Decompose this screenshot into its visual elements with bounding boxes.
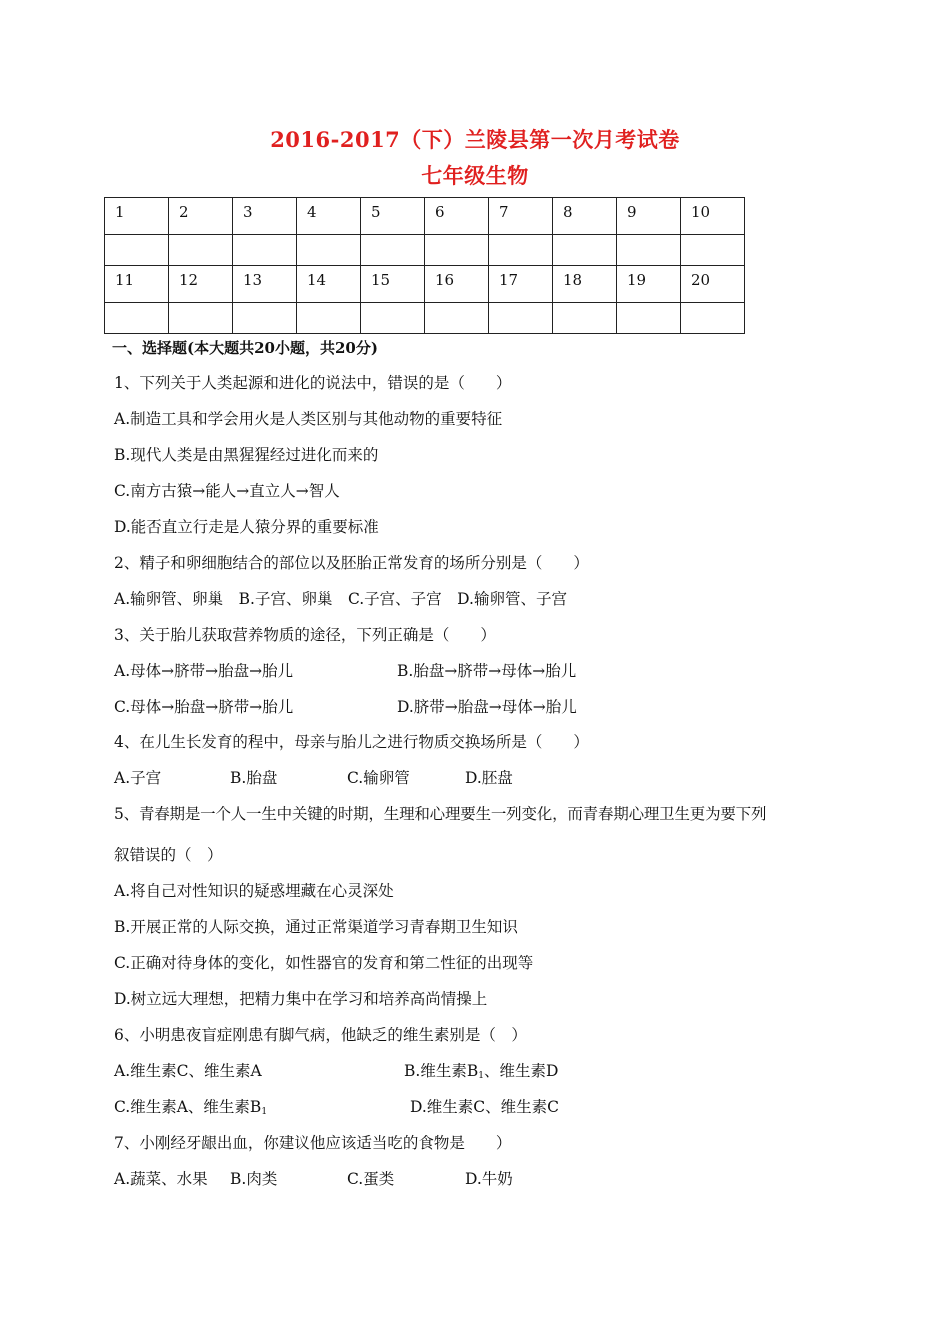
answer-cell-number: 19: [617, 266, 681, 303]
answer-cell-number: 12: [169, 266, 233, 303]
question-5-option-d: D.树立远大理想，把精力集中在学习和培养高尚情操上: [114, 990, 488, 1008]
answer-cell-blank[interactable]: [617, 235, 681, 266]
answer-cell-blank[interactable]: [297, 303, 361, 334]
answer-cell-number: 11: [105, 266, 169, 303]
question-2-stem: 2、精子和卵细胞结合的部位以及胚胎正常发育的场所分别是（ ）: [114, 554, 589, 572]
question-4-option-a: A.子宫: [114, 769, 162, 787]
question-7-stem: 7、小刚经牙龈出血，你建议他应该适当吃的食物是 ）: [114, 1134, 512, 1152]
section-heading: 一、选择题(本大题共20小题，共20分): [112, 339, 378, 357]
question-7-option-d: D.牛奶: [465, 1170, 513, 1188]
question-6-option-c: [114, 1097, 267, 1122]
question-6-option-d: D.维生素C、维生素C: [410, 1098, 560, 1116]
answer-cell-blank[interactable]: [489, 303, 553, 334]
subscript: 1: [261, 1107, 268, 1117]
answer-cell-blank[interactable]: [361, 235, 425, 266]
answer-cell-number: 18: [553, 266, 617, 303]
question-4-stem: 4、在儿生长发育的程中，母亲与胎儿之进行物质交换场所是（ ）: [114, 733, 589, 751]
answer-cell-blank[interactable]: [233, 303, 297, 334]
answer-cell-blank[interactable]: [553, 303, 617, 334]
answer-cell-number: 3: [233, 198, 297, 235]
question-1-option-a: A.制造工具和学会用火是人类区别与其他动物的重要特征: [114, 410, 503, 428]
question-5-stem-line2: 叙错误的（ ）: [114, 846, 223, 864]
answer-cell-number: 10: [681, 198, 745, 235]
answer-cell-blank[interactable]: [233, 235, 297, 266]
answer-cell-number: 5: [361, 198, 425, 235]
question-1-option-b: B.现代人类是由黑猩猩经过进化而来的: [114, 446, 379, 464]
answer-cell-blank[interactable]: [169, 303, 233, 334]
answer-number-row: [105, 266, 745, 303]
answer-cell-number: 9: [617, 198, 681, 235]
answer-cell-blank[interactable]: [105, 235, 169, 266]
answer-cell-number: 8: [553, 198, 617, 235]
question-1-stem: 1、下列关于人类起源和进化的说法中，错误的是（ ）: [114, 374, 512, 392]
answer-cell-blank[interactable]: [297, 235, 361, 266]
question-5-option-a: A.将自己对性知识的疑惑埋藏在心灵深处: [114, 882, 394, 900]
question-2-options: A.输卵管、卵巢 B.子宫、卵巢 C.子宫、子宫 D.输卵管、子宫: [114, 590, 567, 608]
answer-blank-row: [105, 235, 745, 266]
answer-cell-blank[interactable]: [169, 235, 233, 266]
question-6-option-b-text-rest: 、维生素D: [483, 1062, 559, 1080]
question-4-option-c: C.输卵管: [347, 769, 410, 787]
answer-cell-number: 7: [489, 198, 553, 235]
subscript: 1: [478, 1071, 484, 1081]
answer-cell-blank[interactable]: [617, 303, 681, 334]
answer-table: [104, 197, 745, 334]
question-6-option-b: [404, 1061, 558, 1086]
exam-title: 2016-2017（下）兰陵县第一次月考试卷: [270, 127, 680, 152]
question-3-option-a: A.母体→脐带→胎盘→胎儿: [114, 662, 294, 680]
question-7-option-c: C.蛋类: [347, 1170, 395, 1188]
answer-cell-number: 16: [425, 266, 489, 303]
answer-cell-blank[interactable]: [553, 235, 617, 266]
answer-blank-row: [105, 303, 745, 334]
answer-cell-number: 14: [297, 266, 361, 303]
question-6-option-a: A.维生素C、维生素A: [114, 1062, 262, 1080]
answer-cell-blank[interactable]: [681, 235, 745, 266]
answer-cell-blank[interactable]: [681, 303, 745, 334]
answer-cell-number: 20: [681, 266, 745, 303]
answer-cell-blank[interactable]: [489, 235, 553, 266]
question-3-option-d: D.脐带→胎盘→母体→胎儿: [397, 698, 577, 716]
answer-number-row: [105, 198, 745, 235]
answer-cell-blank[interactable]: [425, 235, 489, 266]
question-5-stem-line1: 5、青春期是一个人一生中关键的时期，生理和心理要生一列变化，而青春期心理卫生更为要下列: [114, 805, 767, 823]
question-7-option-b: B.肉类: [230, 1170, 278, 1188]
answer-cell-number: 4: [297, 198, 361, 235]
question-5-option-c: C.正确对待身体的变化，如性器官的发育和第二性征的出现等: [114, 954, 534, 972]
answer-cell-number: 13: [233, 266, 297, 303]
question-6-stem: 6、小明患夜盲症刚患有脚气病，他缺乏的维生素别是（ ）: [114, 1026, 527, 1044]
answer-cell-number: 1: [105, 198, 169, 235]
question-5-option-b: B.开展正常的人际交换，通过正常渠道学习青春期卫生知识: [114, 918, 518, 936]
question-3-stem: 3、关于胎儿获取营养物质的途径，下列正确是（ ）: [114, 626, 496, 644]
answer-cell-number: 2: [169, 198, 233, 235]
answer-cell-number: 6: [425, 198, 489, 235]
question-3-option-b: B.胎盘→脐带→母体→胎儿: [397, 662, 577, 680]
answer-cell-blank[interactable]: [361, 303, 425, 334]
question-4-option-b: B.胎盘: [230, 769, 278, 787]
question-3-option-c: C.母体→胎盘→脐带→胎儿: [114, 698, 294, 716]
question-1-option-c: C.南方古猿→能人→直立人→智人: [114, 482, 340, 500]
question-6-option-b-text: B.维生素B: [404, 1062, 479, 1080]
question-4-option-d: D.胚盘: [465, 769, 513, 787]
question-1-option-d: D.能否直立行走是人猿分界的重要标准: [114, 518, 379, 536]
answer-cell-number: 15: [361, 266, 425, 303]
question-6-option-c-text: C.维生素A、维生素B: [114, 1098, 262, 1116]
question-7-option-a: A.蔬菜、水果: [114, 1170, 208, 1188]
answer-cell-number: 17: [489, 266, 553, 303]
answer-cell-blank[interactable]: [425, 303, 489, 334]
exam-subtitle: 七年级生物: [421, 163, 529, 188]
answer-cell-blank[interactable]: [105, 303, 169, 334]
